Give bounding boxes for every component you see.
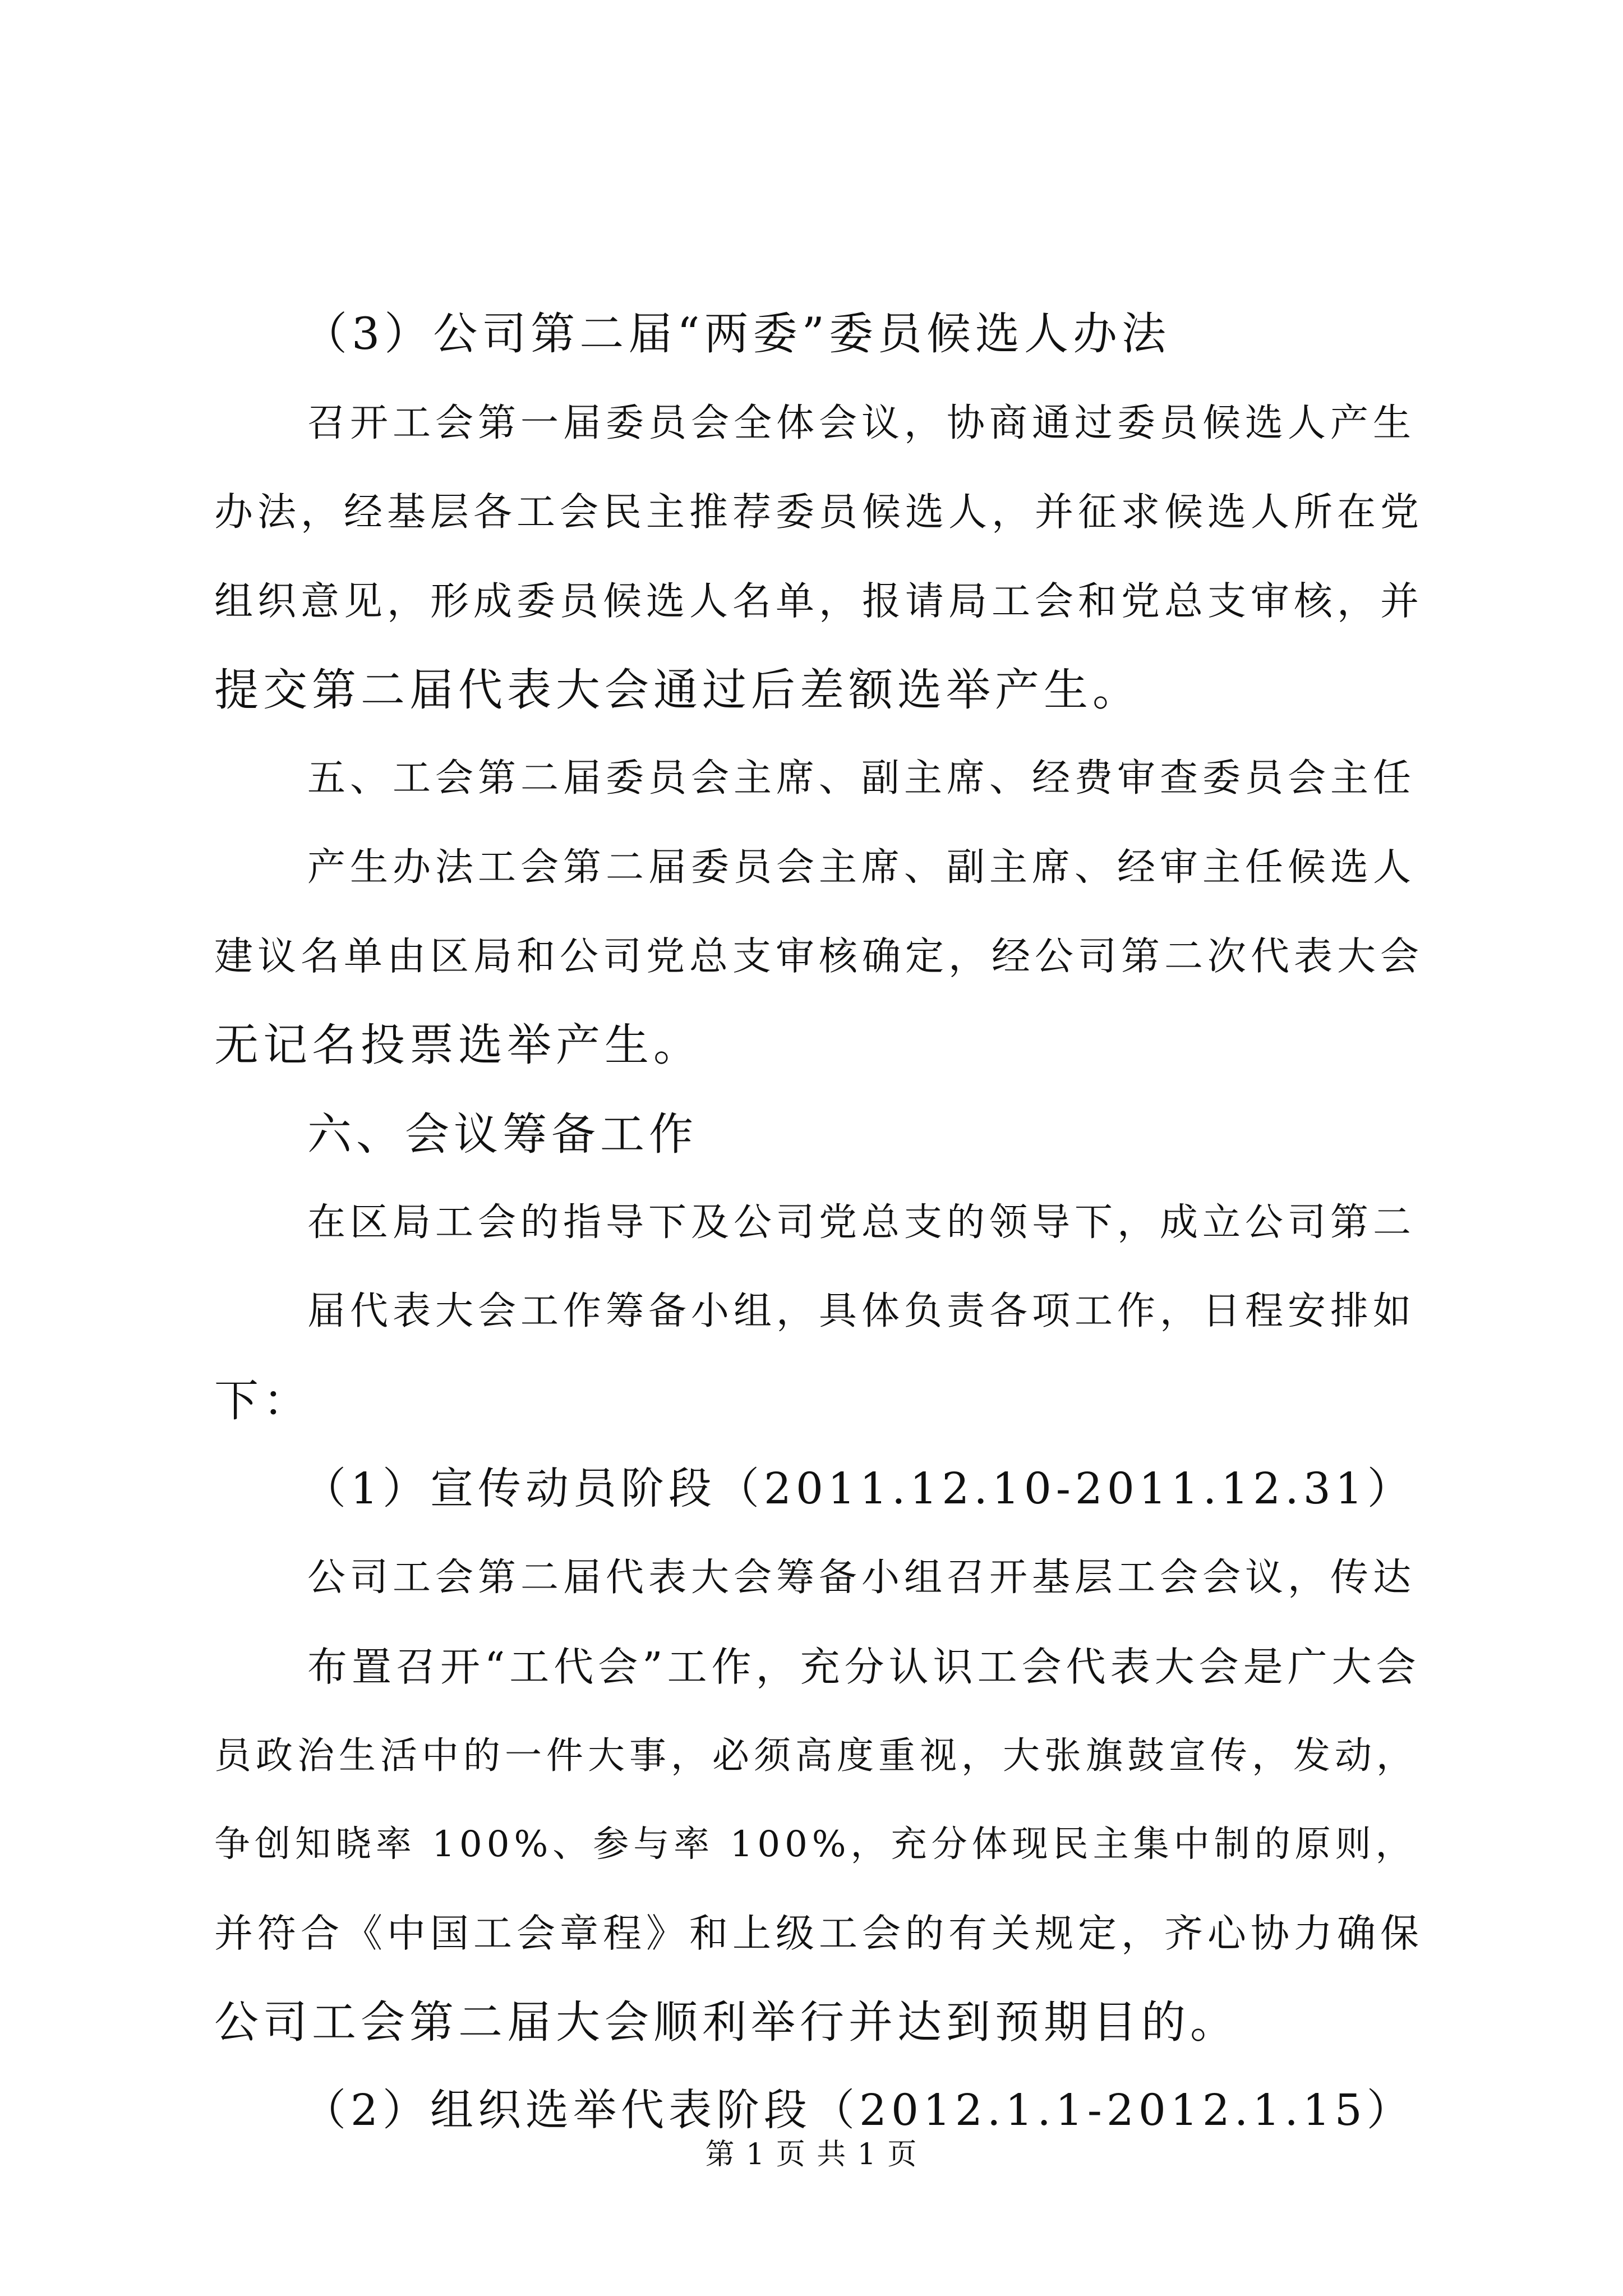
section-heading-six: 六、会议筹备工作 — [307, 1108, 698, 1160]
paragraph-line: 布置召开“工代会”工作，充分认识工会代表大会是广大会 — [307, 1644, 1421, 1690]
section-heading-five: 五、工会第二届委员会主席、副主席、经费审查委员会主任 — [307, 756, 1416, 800]
paragraph-line: 产生办法工会第二届委员会主席、副主席、经审主任候选人 — [307, 845, 1416, 890]
paragraph-line: 办法，经基层各工会民主推荐委员候选人，并征求候选人所在党 — [214, 490, 1423, 535]
paragraph-line: 组织意见，形成委员候选人名单，报请局工会和党总支审核，并 — [214, 579, 1423, 624]
paragraph-line: 公司工会第二届大会顺利举行并达到预期目的。 — [214, 1996, 1239, 2048]
paragraph-line: 员政治生活中的一件大事，必须高度重视，大张旗鼓宣传，发动， — [214, 1734, 1418, 1777]
paragraph-line: 在区局工会的指导下及公司党总支的领导下，成立公司第二 — [307, 1200, 1416, 1245]
paragraph-line: 无记名投票选举产生。 — [214, 1019, 702, 1071]
paragraph-line: 公司工会第二届代表大会筹备小组召开基层工会会议，传达 — [307, 1556, 1416, 1600]
paragraph-line: 下： — [214, 1375, 312, 1427]
paragraph-line: 届代表大会工作筹备小组，具体负责各项工作，日程安排如 — [307, 1289, 1416, 1333]
paragraph-line: 提交第二届代表大会通过后差额选举产生。 — [214, 664, 1141, 716]
subheading-publicity-stage: （1）宣传动员阶段（2011.12.10-2011.12.31） — [303, 1464, 1415, 1514]
paragraph-line: 建议名单由区局和公司党总支审核确定，经公司第二次代表大会 — [214, 934, 1423, 979]
paragraph-line: 并符合《中国工会章程》和上级工会的有关规定，齐心协力确保 — [214, 1911, 1423, 1956]
subheading-election-stage: （2）组织选举代表阶段（2012.1.1-2012.1.15） — [303, 2086, 1414, 2136]
paragraph-line: 召开工会第一届委员会全体会议，协商通过委员候选人产生 — [307, 401, 1416, 445]
paragraph-line: 争创知晓率 100%、参与率 100%，充分体现民主集中制的原则， — [214, 1824, 1416, 1865]
subheading-candidates-method: （3）公司第二届“两委”委员候选人办法 — [303, 308, 1171, 360]
page-footer: 第 1 页 共 1 页 — [705, 2138, 918, 2171]
